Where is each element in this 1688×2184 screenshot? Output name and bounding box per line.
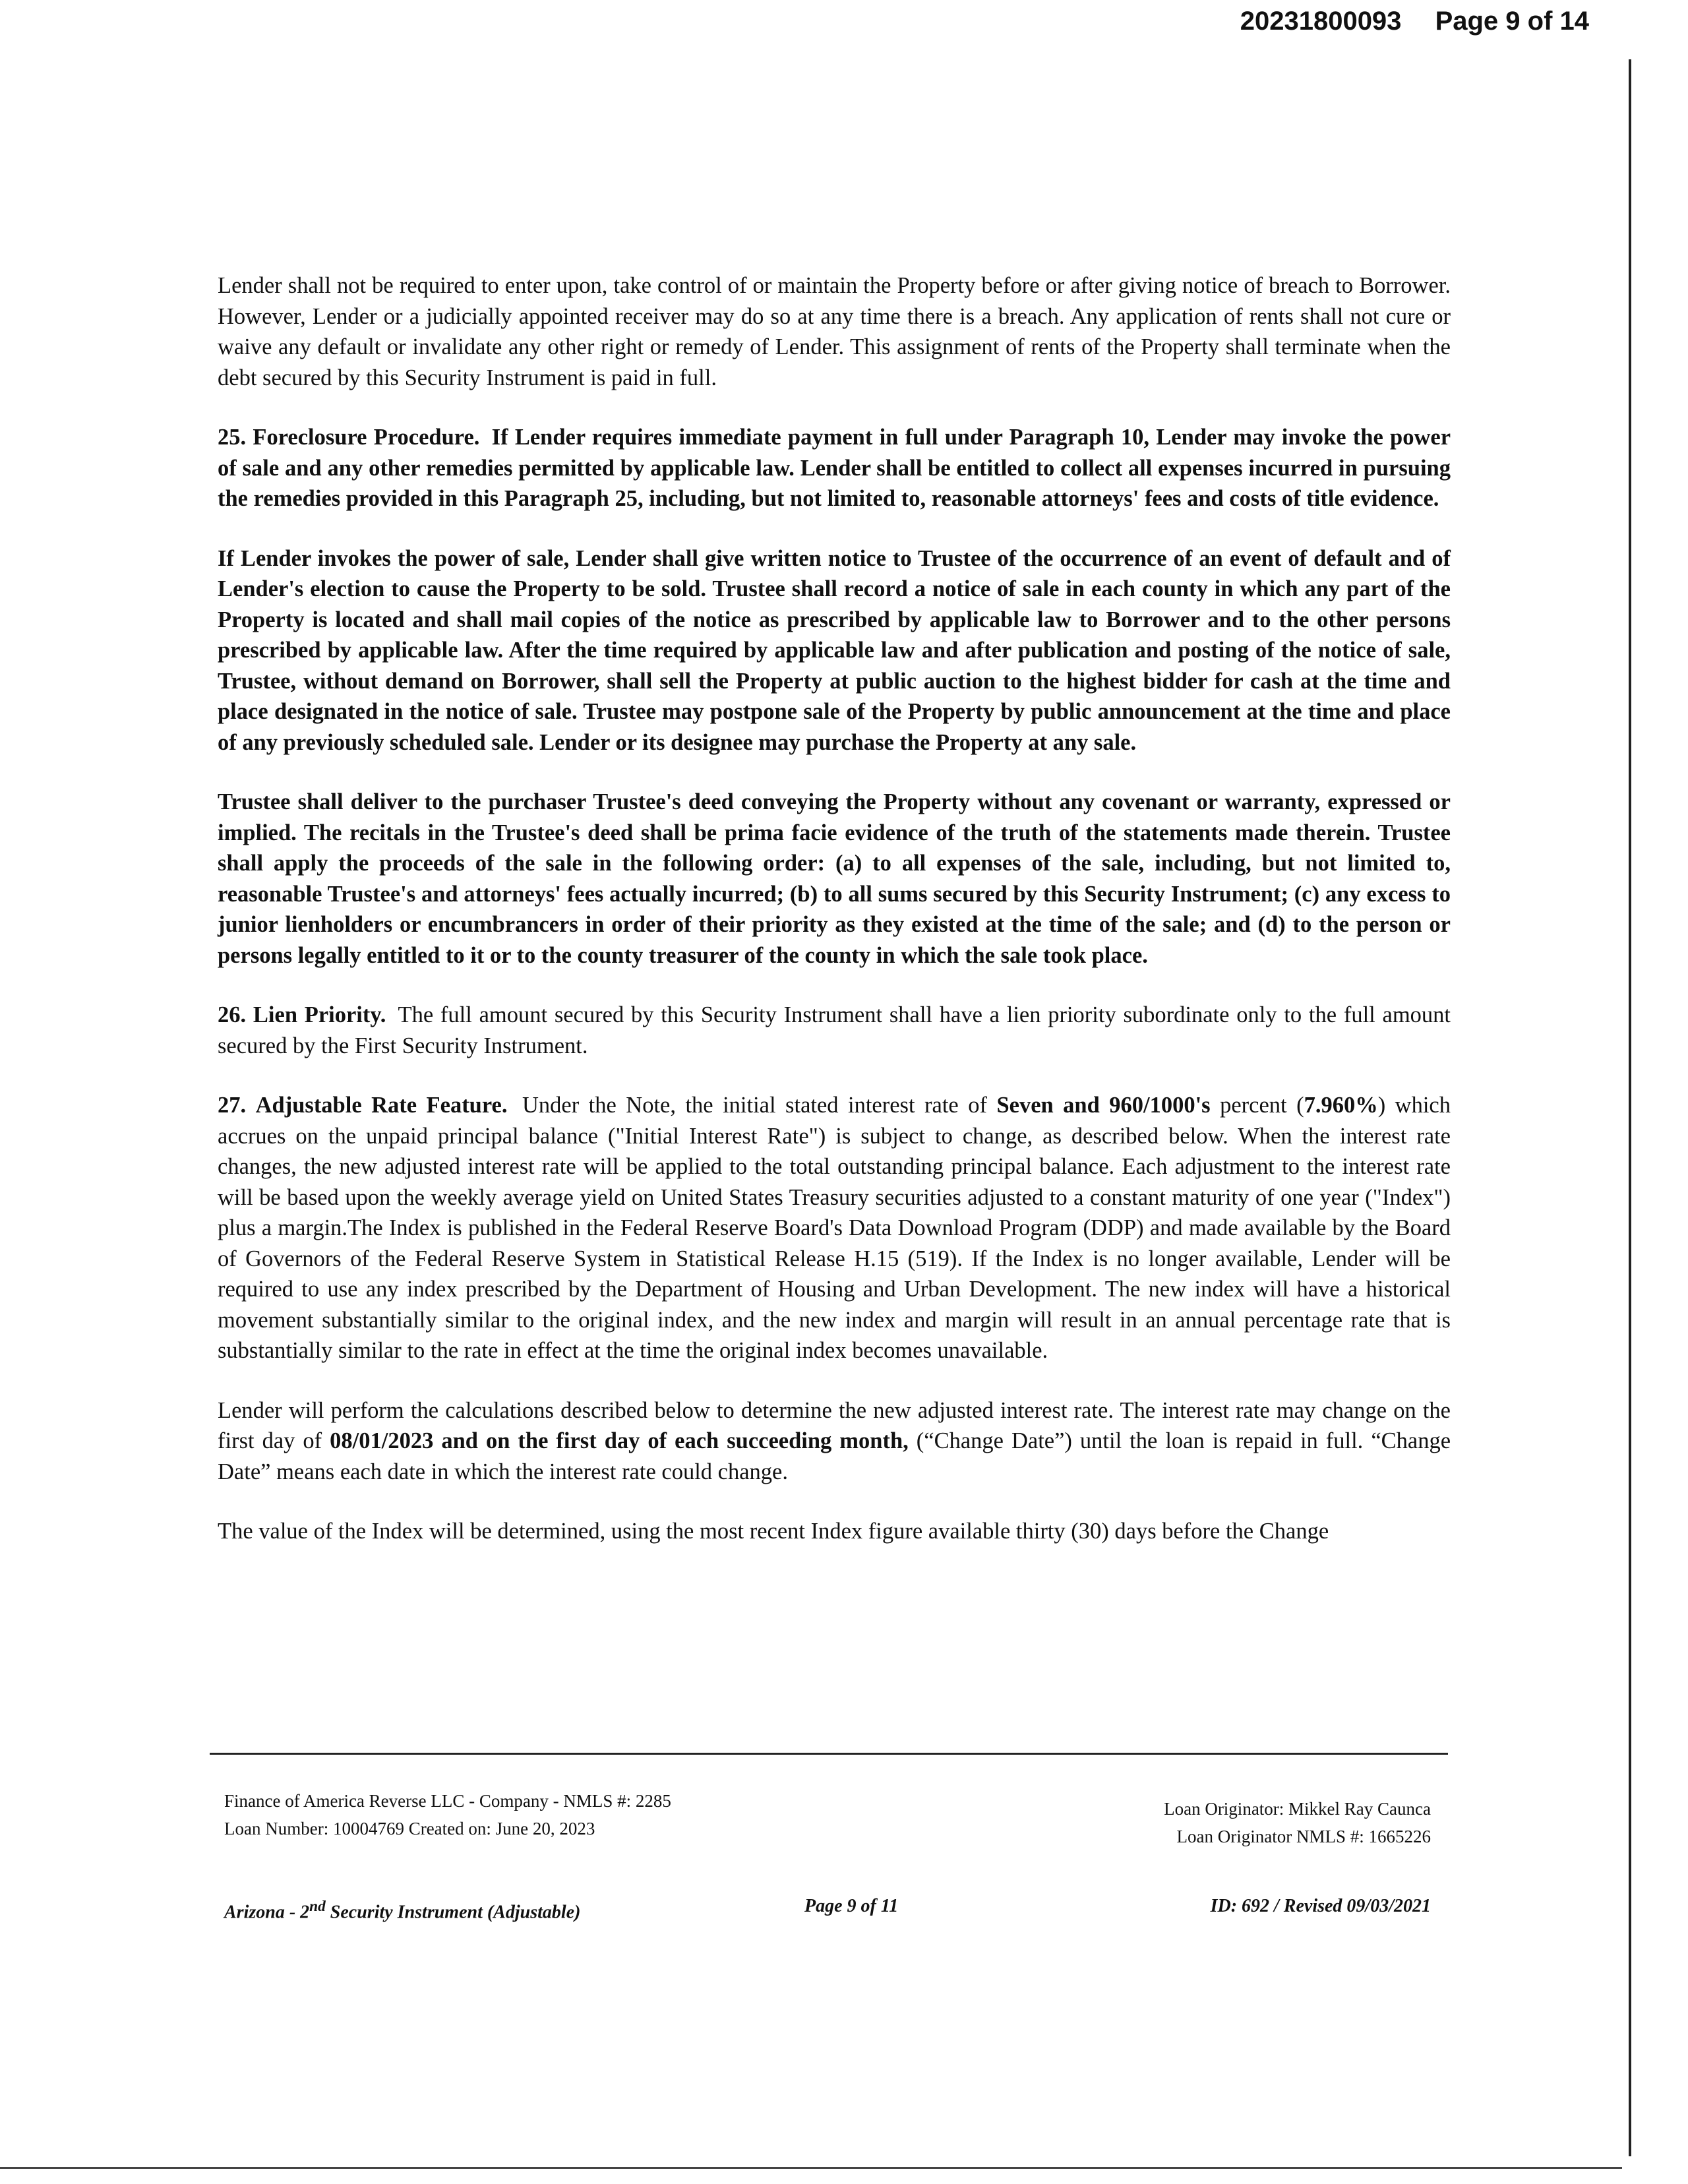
calc-text-b: (“Change Date”) until the loan is repaid in full. “Change Date” means each date in which the interest rate could change. (218, 1428, 1451, 1484)
change-date-start: 08/01/2023 and on the first day of each succeeding month, (330, 1428, 909, 1453)
paragraph-index: The value of the Index will be determined, using the most recent Index figure available thirty (30) days before the Change (218, 1519, 1329, 1544)
footer-loan-info: Loan Number: 10004769 Created on: June 20, 2023 (224, 1819, 595, 1838)
footer-divider (210, 1753, 1448, 1755)
section-number: 27. (218, 1093, 247, 1118)
section-25 (218, 422, 1451, 514)
section-text: The full amount secured by this Security Instrument shall have a lien priority subordinate only to the full amount secured by the First Security Instrument. (218, 1002, 1451, 1058)
footer-form-id: ID: 692 / Revised 09/03/2021 (1210, 1896, 1431, 1916)
document-body (218, 270, 1451, 1576)
footer-originator-nmls: Loan Originator NMLS #: 1665226 (1176, 1827, 1431, 1846)
section-text: If Lender requires immediate payment in full under Paragraph 10, Lender may invoke the power of sale and any other remedies permitted by applicable law. Lender shall be entitled to collect all expenses incurred in pursuing the remedies provided in this Paragraph 25, including, but not limited to, reasonable attorneys' fees and costs of title evidence. (218, 425, 1451, 511)
section-title: Foreclosure Procedure. (253, 425, 480, 450)
page-label: Page 9 of 14 (1435, 7, 1589, 36)
footer-company-block (224, 1787, 671, 1842)
section-27 (218, 1090, 1451, 1366)
document-number: 20231800093 (1240, 7, 1402, 36)
paragraph-power-of-sale: If Lender invokes the power of sale, Lender shall give written notice to Trustee of the occurrence of an event of default and of Lender's election to cause the Property to be sold. Trustee shall record a notice of sale in each county in which any part of the Property is located and shall mail copies of the notice as prescribed by applicable law to Borrower and to the other persons prescribed by applicable law. After the time required by applicable law and after publication and posting of the notice of sale, Trustee, without demand on Borrower, shall sell the Property at public auction to the highest bidder for cash at the time and place designated in the notice of sale. Trustee may postpone sale of the Property by public announcement at the time and place of any previously scheduled sale. Lender or its designee may purchase the Property at any sale. (218, 545, 1451, 755)
scan-bottom-line (0, 2167, 1622, 2169)
section-number: 25. (218, 425, 247, 450)
footer-company: Finance of America Reverse LLC - Company - NMLS #: 2285 (224, 1791, 671, 1811)
scan-edge-line (1629, 59, 1631, 2156)
footer-originator-block (1164, 1795, 1431, 1850)
section-text-c: ) which accrues on the unpaid principal balance ("Initial Interest Rate") is subject to change, as described below. When the interest rate changes, the new adjusted interest rate will be applied to the total outstanding principal balance. Each adjustment to the interest rate will be based upon the weekly average yield on United States Treasury securities adjusted to a constant maturity of one year ("Index") plus a margin.The Index is published in the Federal Reserve Board's Data Download Program (DDP) and made available by the Board of Governors of the Federal Reserve System in Statistical Release H.15 (519). If the Index is no longer available, Lender will be required to use any index prescribed by the Department of Housing and Urban Development. The new index will have a historical movement substantially similar to the original index, and the new index and margin will result in an annual percentage rate that is substantially similar to the rate in effect at the time the original index becomes unavailable. (218, 1093, 1451, 1363)
rate-percent: 7.960% (1304, 1093, 1378, 1118)
footer-page-number: Page 9 of 11 (804, 1896, 899, 1916)
recording-header (1240, 7, 1589, 36)
footer-form-name: Arizona - 2nd Security Instrument (Adjustable) (224, 1898, 581, 1923)
section-text-a: Under the Note, the initial stated interest rate of (522, 1093, 987, 1118)
rate-words: Seven and 960/1000's (996, 1093, 1211, 1118)
section-text-b: percent ( (1220, 1093, 1304, 1118)
section-title: Lien Priority. (253, 1002, 386, 1027)
paragraph-trustee-deed: Trustee shall deliver to the purchaser Trustee's deed conveying the Property without any covenant or warranty, expressed or implied. The recitals in the Trustee's deed shall be prima facie evidence of the truth of the statements made therein. Trustee shall apply the proceeds of the sale in the following order: (a) to all expenses of the sale, including, but not limited to, reasonable Trustee's and attorneys' fees actually incurred; (b) to all sums secured by this Security Instrument; (c) any excess to junior lienholders or encumbrancers in order of their priority as they existed at the time of the sale; and (d) to the person or persons legally entitled to it or to the county treasurer of the county in which the sale took place. (218, 789, 1451, 968)
calc-text-a: Lender will perform the calculations described below to determine the new adjusted interest rate. The interest rate may change on the first day of (218, 1397, 1451, 1453)
footer-originator: Loan Originator: Mikkel Ray Caunca (1164, 1799, 1431, 1819)
section-26 (218, 1000, 1451, 1061)
paragraph-calculations (218, 1395, 1451, 1488)
section-title: Adjustable Rate Feature. (255, 1093, 508, 1118)
section-number: 26. (218, 1002, 247, 1027)
paragraph-rents: Lender shall not be required to enter upon, take control of or maintain the Property before or after giving notice of breach to Borrower. However, Lender or a judicially appointed receiver may do so at any time there is a breach. Any application of rents shall not cure or waive any default or invalidate any other right or remedy of Lender. This assignment of rents of the Property shall terminate when the debt secured by this Security Instrument is paid in full. (218, 273, 1451, 390)
